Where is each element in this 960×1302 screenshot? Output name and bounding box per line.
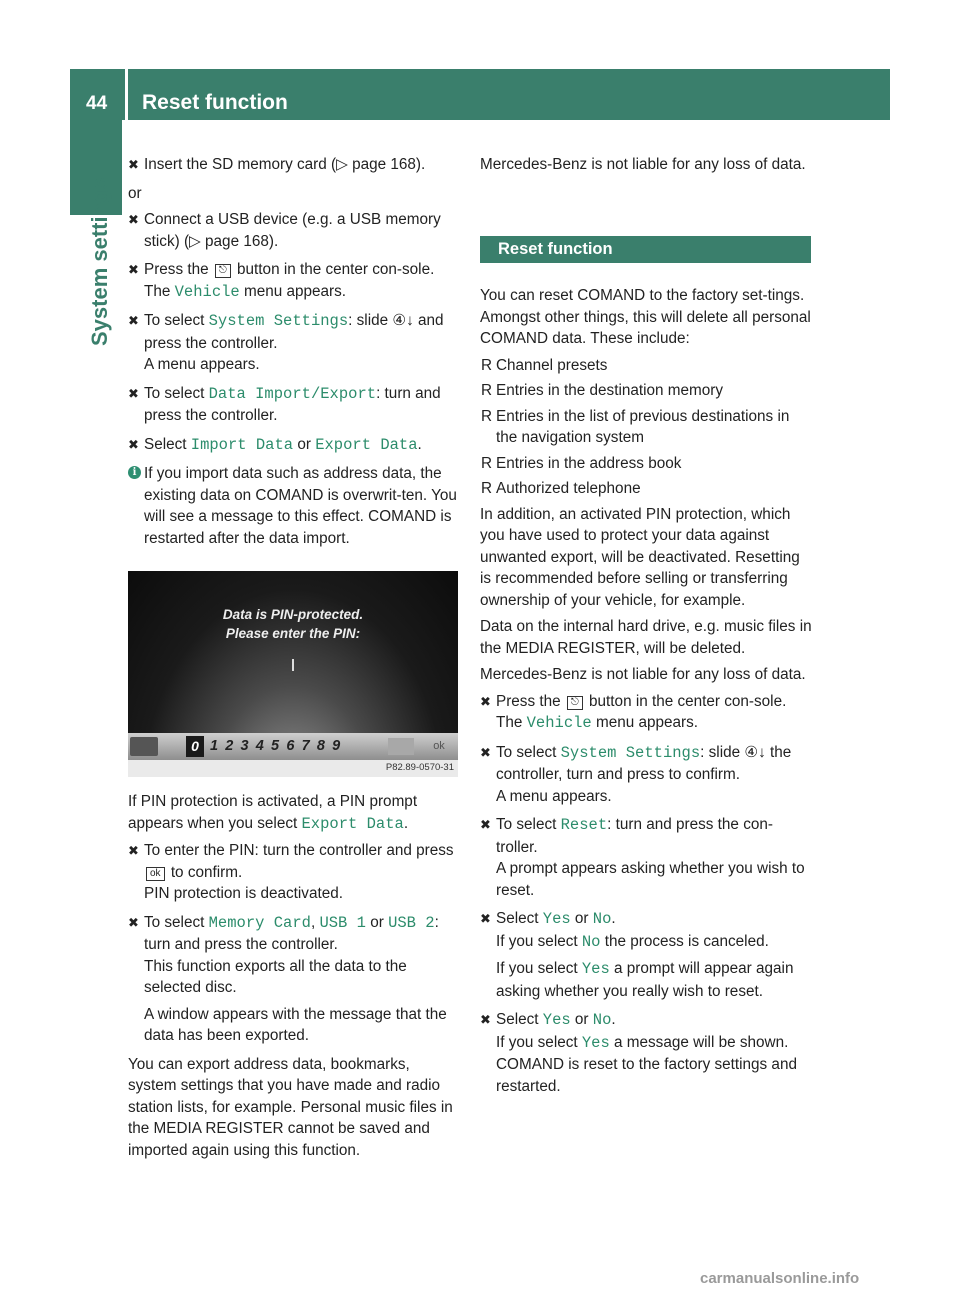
para-text: If PIN protection is activated, a PIN prompt appears when you select <box>128 793 418 832</box>
step-arrow-icon: ✖ <box>128 157 139 172</box>
bullet-icon: R <box>481 454 493 472</box>
back-icon <box>130 737 158 756</box>
step-text: To select <box>144 384 205 402</box>
bullet-icon: R <box>481 382 493 399</box>
digit-row: 123456789 <box>210 738 348 754</box>
info-text: If you import data such as address data, the existing data on COMAND is overwrit-ten. You will see a message to this effect. COMAND is restarted after the data import. <box>144 465 457 547</box>
step-text: If you select <box>496 932 578 950</box>
step-text: or <box>574 1011 589 1028</box>
step-text: button in the center con-sole. <box>237 261 435 278</box>
paragraph: Mercedes-Benz is not liable for any loss of data. <box>480 156 806 173</box>
list-item <box>480 453 814 475</box>
ui-term: Yes <box>542 910 571 928</box>
ui-term: Reset <box>560 816 608 834</box>
step-text: A prompt appears asking whether you wish to reset. <box>496 860 805 899</box>
list-item-text: Entries in the destination memory <box>496 382 724 399</box>
pin-cursor <box>292 659 294 671</box>
list-item <box>480 478 814 500</box>
step-text: Select <box>496 1011 539 1028</box>
step-text: or <box>370 913 384 931</box>
paragraph: You can export address data, bookmarks, system settings that you have made and radio station lists, for example. Personal music files in the MEDIA REGISTER cannot be saved and imported again using this function. <box>128 1055 453 1159</box>
step-arrow-icon: ✖ <box>128 385 139 401</box>
step-arrow-icon: ✖ <box>128 914 139 930</box>
watermark: carmanualsonline.info <box>700 1270 860 1287</box>
vehicle-button-icon: ⎋ <box>215 264 231 278</box>
step-text: To select <box>496 743 557 761</box>
clear-icon <box>388 738 414 755</box>
section-header <box>480 236 811 263</box>
info-icon: i <box>128 466 141 479</box>
instruction-step <box>128 434 462 457</box>
instruction-step <box>128 912 462 1047</box>
page-number: 44 <box>86 93 108 114</box>
ui-term: Memory Card <box>208 913 311 932</box>
instruction-step <box>128 209 462 252</box>
right-column-body <box>480 285 814 1104</box>
pin-entry-bar <box>128 733 458 760</box>
left-column-lower <box>128 791 462 1166</box>
instruction-step <box>128 840 462 905</box>
step-text: : turn and press the controller. <box>144 384 441 424</box>
step-arrow-icon: ✖ <box>480 817 491 832</box>
ui-term: Export Data <box>315 435 418 454</box>
step-text: : slide ④↓ the controller, turn and press to confirm. <box>496 743 792 783</box>
step-text: : turn and press the controller. <box>144 913 439 953</box>
ui-term: Data Import/Export <box>208 384 377 403</box>
list-item-text: Entries in the list of previous destinations in the navigation system <box>496 407 790 446</box>
page-title: Reset function <box>142 91 288 114</box>
step-arrow-icon: ✖ <box>480 1012 491 1027</box>
image-code: P82.89-0570-31 <box>385 762 454 773</box>
list-item-text: Entries in the address book <box>496 454 682 472</box>
ui-term: Yes <box>542 1011 571 1029</box>
list-item <box>480 406 814 449</box>
ui-term: Vehicle <box>174 282 240 301</box>
paragraph: You can reset COMAND to the factory set-tings. Amongst other things, this will delete all personal COMAND data. These include: <box>480 287 811 347</box>
step-text: A menu appears. <box>496 787 612 805</box>
step-text: This function exports all the data to the selected disc. <box>144 957 407 996</box>
step-text: , <box>310 913 316 931</box>
step-text: PIN protection is deactivated. <box>144 885 343 902</box>
paragraph: Mercedes-Benz is not liable for any loss of data. <box>480 666 806 683</box>
step-text: A menu appears. <box>144 356 260 373</box>
step-text: The <box>144 282 171 300</box>
header-divider <box>125 69 128 120</box>
instruction-step <box>480 691 814 735</box>
step-arrow-icon: ✖ <box>128 313 139 328</box>
ui-term: System Settings <box>208 312 349 330</box>
ui-term: Vehicle <box>526 714 592 732</box>
ui-term: No <box>581 932 601 951</box>
bullet-icon: R <box>481 407 493 425</box>
step-text: . <box>611 910 616 927</box>
instruction-step <box>480 814 814 901</box>
step-arrow-icon: ✖ <box>480 693 491 709</box>
ui-term: System Settings <box>560 743 701 762</box>
instruction-step <box>128 154 462 176</box>
step-text: Insert the SD memory card (▷ page 168). <box>144 156 426 173</box>
step-text: To select <box>144 312 205 329</box>
vehicle-button-icon: ⎋ <box>567 696 583 710</box>
step-text: Press the <box>144 261 209 278</box>
step-arrow-icon: ✖ <box>128 843 139 858</box>
step-text: To select <box>144 913 205 931</box>
para-text: . <box>403 814 409 832</box>
instruction-step <box>480 908 814 1002</box>
paragraph: In addition, an activated PIN protection, which you have used to protect your data against unwanted export, will be deactivated. Resetting is recommended before selling or transferring ownership of your vehicle, for example. <box>480 505 800 609</box>
sidebar-label: System settings <box>87 177 112 346</box>
step-arrow-icon: ✖ <box>128 436 139 452</box>
list-item <box>480 380 814 402</box>
left-column <box>128 154 462 556</box>
step-text: : turn and press the con-troller. <box>496 816 773 856</box>
instruction-step <box>128 259 462 303</box>
step-arrow-icon: ✖ <box>128 212 139 227</box>
step-arrow-icon: ✖ <box>480 911 491 926</box>
step-text: a message will be shown. COMAND is reset to the factory settings and restarted. <box>496 1033 797 1095</box>
bullet-list <box>480 355 814 500</box>
list-item-text: Channel presets <box>496 356 608 374</box>
or-text: or <box>128 184 142 202</box>
info-note <box>128 463 462 549</box>
screen-message-line1: Data is PIN-protected. <box>222 607 364 622</box>
page-header <box>70 69 890 120</box>
ok-symbol-icon: ok <box>146 867 165 881</box>
step-text: If you select <box>496 1033 578 1051</box>
step-text: A window appears with the message that the data has been exported. <box>144 1005 447 1044</box>
screen-message-line2: Please enter the PIN: <box>225 626 361 641</box>
step-arrow-icon: ✖ <box>480 744 491 760</box>
step-text: If you select <box>496 960 578 977</box>
step-text: menu appears. <box>595 714 699 731</box>
sidebar-tab <box>75 177 117 388</box>
step-text: to confirm. <box>170 863 243 881</box>
instruction-step <box>480 1009 814 1097</box>
bullet-icon: R <box>481 480 493 497</box>
paragraph: Data on the internal hard drive, e.g. music files in the MEDIA REGISTER, will be deleted. <box>480 618 812 657</box>
step-text: button in the center con-sole. <box>589 692 787 710</box>
step-subtext <box>496 958 814 1002</box>
ok-label: ok <box>433 740 445 752</box>
ui-term: Export Data <box>301 814 404 833</box>
image-caption-bar <box>128 760 458 777</box>
ui-term: Yes <box>581 960 610 978</box>
step-text: The <box>496 714 523 731</box>
step-arrow-icon: ✖ <box>128 262 139 277</box>
step-text: menu appears. <box>243 282 347 300</box>
instruction-step <box>128 383 462 427</box>
step-text: a prompt will appear again asking whether you really wish to reset. <box>496 960 794 1000</box>
ui-term: Import Data <box>190 435 294 454</box>
step-text: Connect a USB device (e.g. a USB memory stick) (▷ page 168). <box>144 211 441 250</box>
step-text: . <box>611 1011 616 1028</box>
instruction-step <box>480 742 814 808</box>
step-text: . <box>417 435 422 453</box>
step-text: Select <box>496 910 539 927</box>
list-item <box>480 355 814 377</box>
paragraph <box>128 791 462 835</box>
step-text: : slide ④↓ and press the controller. <box>144 312 444 352</box>
step-text: Select <box>144 435 187 453</box>
step-text: or <box>297 435 311 453</box>
ui-term: No <box>592 910 612 928</box>
step-text: the process is canceled. <box>604 932 769 950</box>
step-text: or <box>574 910 589 927</box>
ui-term: USB 1 <box>319 913 366 932</box>
comand-screen-image <box>128 571 458 777</box>
instruction-step <box>128 310 462 376</box>
ui-term: USB 2 <box>388 913 435 932</box>
ui-term: No <box>592 1011 612 1029</box>
ui-term: Yes <box>581 1033 610 1052</box>
right-column <box>480 154 814 181</box>
selected-digit: 0 <box>186 736 204 757</box>
step-text: To enter the PIN: turn the controller and press <box>144 842 454 859</box>
step-text: Press the <box>496 692 561 710</box>
step-text: To select <box>496 816 557 833</box>
list-item-text: Authorized telephone <box>496 480 641 497</box>
section-title: Reset function <box>498 240 613 258</box>
bullet-icon: R <box>481 356 493 374</box>
